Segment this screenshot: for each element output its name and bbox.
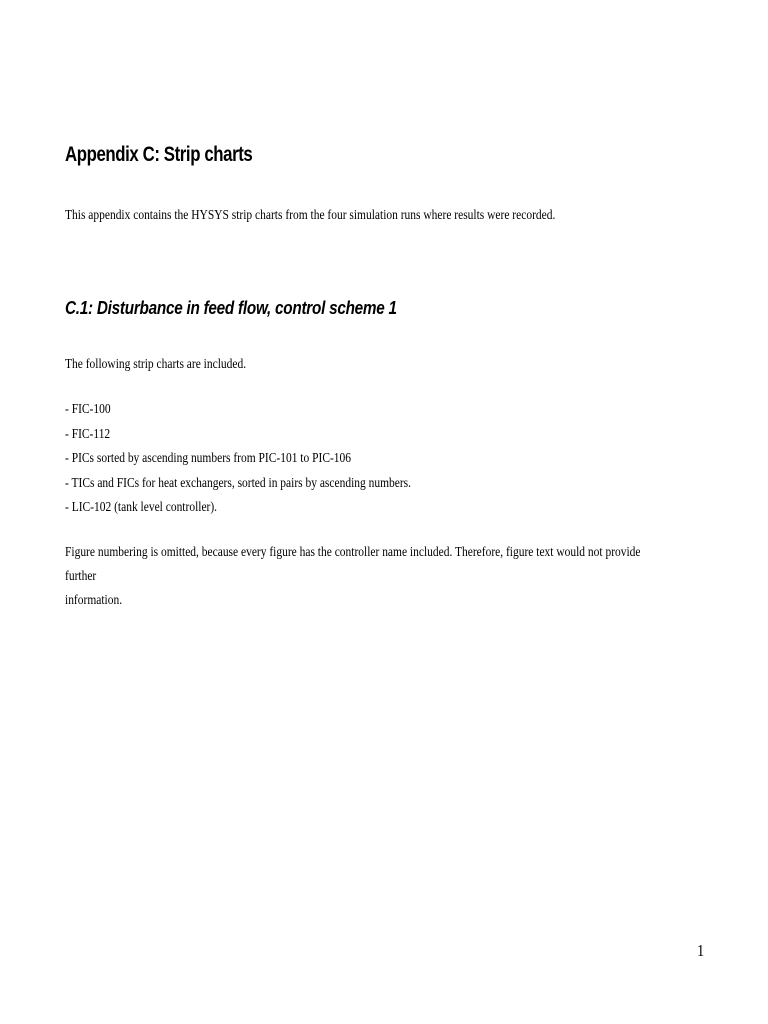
list-item: - FIC-112 bbox=[65, 426, 111, 442]
list-item: - PICs sorted by ascending numbers from PIC-101 to PIC-106 bbox=[65, 451, 352, 466]
note-line-1: Figure numbering is omitted, because every figure has the controller name included. Therefore, figure text would not provide further bbox=[65, 545, 641, 584]
section-title: C.1: Disturbance in feed flow, control scheme 1 bbox=[65, 298, 397, 318]
figure-numbering-note bbox=[65, 541, 655, 613]
list-item: - FIC-100 bbox=[65, 402, 111, 417]
strip-chart-list bbox=[65, 398, 411, 521]
appendix-title: Appendix C: Strip charts bbox=[65, 143, 253, 166]
intro-paragraph: This appendix contains the HYSYS strip charts from the four simulation runs where results were recorded. bbox=[65, 208, 556, 223]
note-line-2: information. bbox=[65, 593, 123, 608]
list-item: - LIC-102 (tank level controller). bbox=[65, 500, 218, 515]
list-item: - TICs and FICs for heat exchangers, sorted in pairs by ascending numbers. bbox=[65, 475, 412, 491]
included-paragraph: The following strip charts are included. bbox=[65, 357, 247, 372]
page-number: 1 bbox=[697, 941, 705, 960]
